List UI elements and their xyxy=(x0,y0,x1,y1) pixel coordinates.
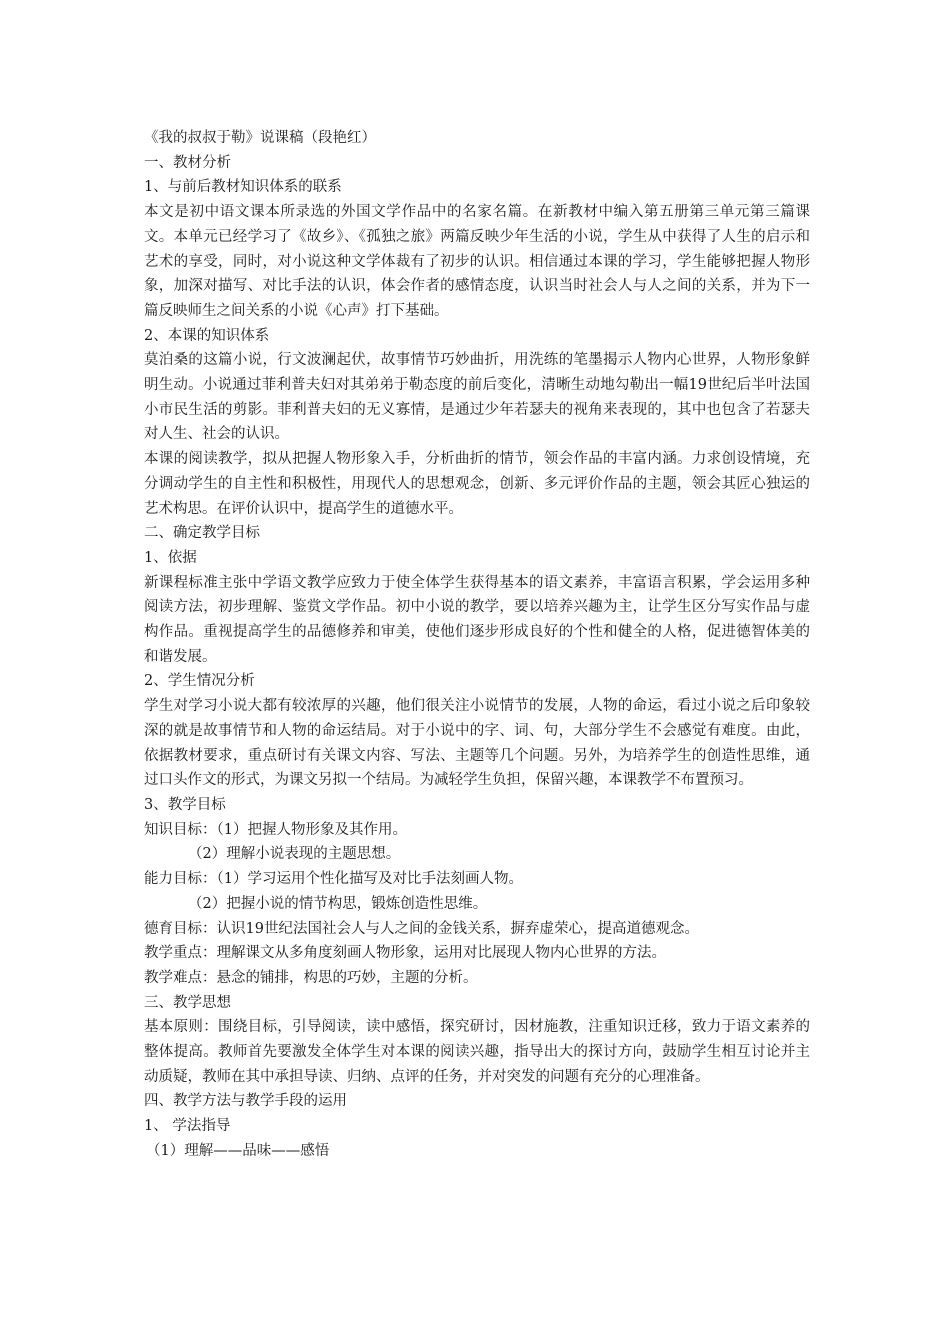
subsection-heading-2-2: 2、学生情况分析 xyxy=(144,673,255,690)
section-heading-4: 四、教学方法与教学手段的运用 xyxy=(144,1093,347,1110)
paragraph-knowledge-system: 莫泊桑的这篇小说，行文波澜起伏，故事情节巧妙曲折，用洗练的笔墨揭示人物内心世界，人物形象鲜明生动。小说通过菲利普夫妇对其弟弟于勒态度的前后变化，清晰生动地勾勒出一幅19世纪后半叶法国小市民生活的剪影。菲利普夫妇的无义寡情，是通过少年若瑟夫的视角来表现的，其中也包含了若瑟夫对人生、社会的认识。 xyxy=(144,352,810,443)
document-title: 《我的叔叔于勒》说课稿（段艳红） xyxy=(144,130,376,146)
paragraph-teaching-philosophy: 基本原则：围绕目标，引导阅读，读中感悟，探究研讨，因材施教，注重知识迁移，致力于语文素养的整体提高。教师首先要激发全体学生对本课的阅读兴趣，指导出大的探讨方向，鼓励学生相互讨论并主动质疑，教师在其中承担导读、归纳、点评的任务，并对突发的问题有充分的心理准备。 xyxy=(144,1019,810,1085)
method-item-1: （1）理解——品味——感悟 xyxy=(146,1142,330,1159)
paragraph-student-analysis: 学生对学习小说大都有较浓厚的兴趣，他们很关注小说情节的发展，人物的命运，看过小说之后印象较深的就是故事情节和人物的命运结局。对于小说中的字、词、句，大部分学生不会感觉有难度。由此，依据教材要求，重点研讨有关课文内容、写法、主题等几个问题。另外，为培养学生的创造性思维，通过口头作文的形式，为课文另拟一个结局。为减轻学生负担，保留兴趣，本课教学不布置预习。 xyxy=(144,698,810,789)
section-heading-3: 三、教学思想 xyxy=(144,994,231,1011)
paragraph-curriculum-relation: 本文是初中语文课本所录选的外国文学作品中的名家名篇。在新教材中编入第五册第三单元第三篇课文。本单元已经学习了《故乡》、《孤独之旅》两篇反映少年生活的小说，学生从中获得了人生的启示和艺术的享受，同时，对小说这种文学体裁有了初步的认识。相信通过本课的学习，学生能够把握人物形象，加深对描写、对比手法的认识，体会作者的感情态度，认识当时社会人与人之间的关系，并为下一篇反映师生之间关系的小说《心声》打下基础。 xyxy=(144,204,810,319)
goal-knowledge-1: 知识目标：（1）把握人物形象及其作用。 xyxy=(144,821,407,838)
subsection-heading-1-2: 2、本课的知识体系 xyxy=(144,327,270,344)
goal-ability-1: 能力目标：（1）学习运用个性化描写及对比手法刻画人物。 xyxy=(144,871,523,888)
goal-moral: 德育目标：认识19世纪法国社会人与人之间的金钱关系，摒弃虚荣心，提高道德观念。 xyxy=(144,920,699,937)
paragraph-basis: 新课程标准主张中学语文教学应致力于使全体学生获得基本的语文素养，丰富语言积累，学会运用多种阅读方法，初步理解、鉴赏文学作品。初中小说的教学，要以培养兴趣为主，让学生区分写实作品与虚构作品。重视提高学生的品德修养和审美，使他们逐步形成良好的个性和健全的人格，促进德智体美的和谐发展。 xyxy=(144,574,810,665)
subsection-heading-1-1: 1、与前后教材知识体系的联系 xyxy=(144,179,342,196)
subsection-heading-4-1: 1、 学法指导 xyxy=(144,1118,231,1135)
goal-ability-2: （2）把握小说的情节构思，锻炼创造性思维。 xyxy=(188,895,488,912)
goal-knowledge-2: （2）理解小说表现的主题思想。 xyxy=(188,846,401,863)
teaching-difficulty: 教学难点：悬念的铺排，构思的巧妙，主题的分析。 xyxy=(144,969,478,986)
paragraph-reading-teaching: 本课的阅读教学，拟从把握人物形象入手，分析曲折的情节，领会作品的丰富内涵。力求创设情境，充分调动学生的自主性和积极性，用现代人的思想观念，创新、多元评价作品的主题，领会其匠心独运的艺术构思。在评价认识中，提高学生的道德水平。 xyxy=(144,451,810,517)
subsection-heading-2-3: 3、教学目标 xyxy=(144,796,226,813)
document-body xyxy=(144,126,810,1164)
section-heading-2: 二、确定教学目标 xyxy=(144,525,260,542)
section-heading-1: 一、教材分析 xyxy=(144,154,231,171)
teaching-focus: 教学重点：理解课文从多角度刻画人物形象，运用对比展现人物内心世界的方法。 xyxy=(144,945,666,962)
subsection-heading-2-1: 1、依据 xyxy=(144,549,197,566)
